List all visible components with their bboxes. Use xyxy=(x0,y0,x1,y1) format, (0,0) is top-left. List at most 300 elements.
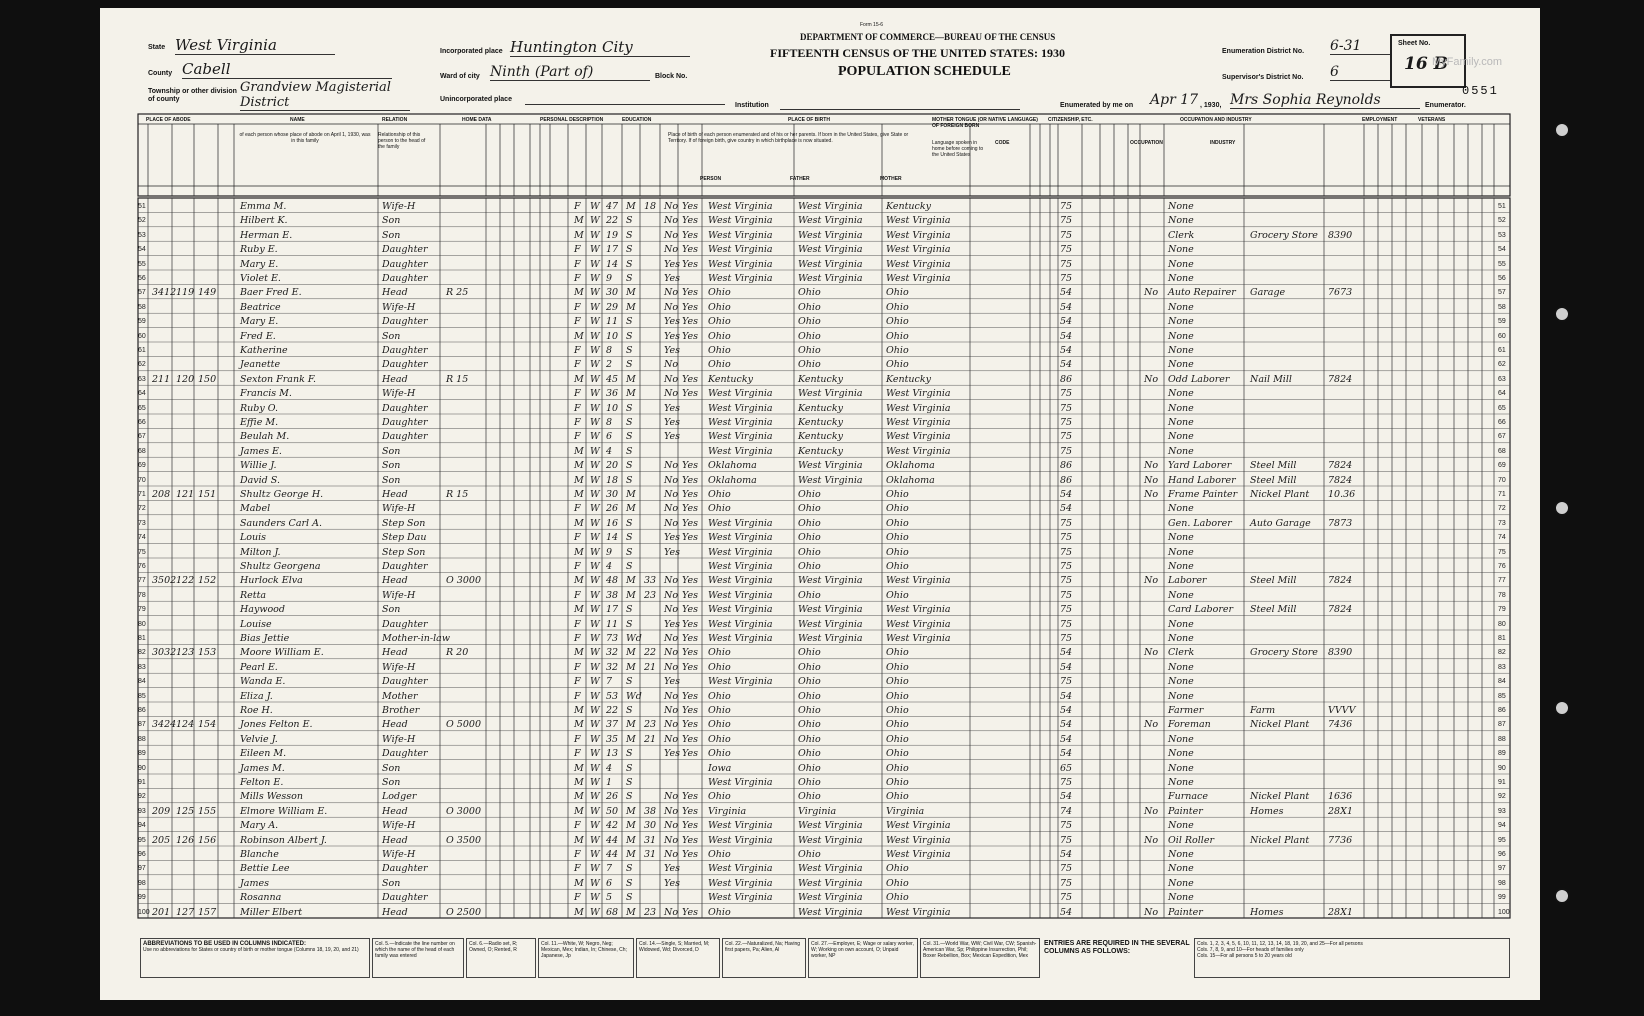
row-number-left: 88 xyxy=(138,735,146,743)
cell-relation: Lodger xyxy=(382,791,417,803)
cell-vet: No xyxy=(1144,489,1159,500)
cell-father: Ohio xyxy=(798,532,821,544)
cell-birth: Ohio xyxy=(708,287,731,299)
cell-home: O 2500 xyxy=(446,906,481,918)
cell-race: W xyxy=(590,201,600,212)
cell-ageMarried xyxy=(644,402,662,416)
cell-code: 75 xyxy=(1060,575,1073,587)
cell-race: W xyxy=(590,777,600,788)
cell-occupation: None xyxy=(1168,359,1194,371)
cell-occupation: Oil Roller xyxy=(1168,834,1214,846)
cell-industry xyxy=(1250,200,1326,214)
cell-relation: Wife-H xyxy=(382,661,416,673)
cell-occupation: None xyxy=(1168,777,1194,788)
cell-mother: Ohio xyxy=(886,561,909,572)
row-number-right: 70 xyxy=(1498,476,1506,484)
table-row xyxy=(140,373,1510,387)
cell-occCode: 28X1 xyxy=(1328,805,1353,817)
cell-family xyxy=(198,315,220,329)
cell-ageMarried xyxy=(644,445,662,459)
cell-family: 156 xyxy=(198,834,217,846)
cell-occupation: None xyxy=(1168,561,1194,572)
cell-family xyxy=(198,258,220,272)
cell-school: No xyxy=(664,791,679,803)
cell-industry xyxy=(1250,618,1326,632)
cell-age: 44 xyxy=(606,834,619,846)
cell-race: W xyxy=(590,287,600,299)
cell-dwelling: 119 xyxy=(176,287,195,299)
cell-family xyxy=(198,546,220,560)
cell-family xyxy=(198,848,220,862)
cell-occupation: None xyxy=(1168,417,1194,428)
cell-father: Ohio xyxy=(798,690,821,702)
cell-sex: F xyxy=(574,748,581,760)
cell-name: Violet E. xyxy=(240,273,281,284)
cell-vet xyxy=(1144,344,1166,358)
cell-race: W xyxy=(590,474,600,486)
row-number-left: 75 xyxy=(138,548,146,556)
col-code: CODE xyxy=(995,140,1010,146)
cell-father: Ohio xyxy=(798,489,821,500)
cell-mother: West Virginia xyxy=(886,849,951,860)
cell-vet xyxy=(1144,402,1166,416)
row-number-left: 89 xyxy=(138,750,146,758)
table-row xyxy=(140,315,1510,329)
cell-ageMarried xyxy=(644,430,662,444)
cell-code: 75 xyxy=(1060,244,1073,256)
cell-ageMarried: 23 xyxy=(644,906,657,918)
cell-home: O 3500 xyxy=(446,834,481,846)
row-number-left: 92 xyxy=(138,793,146,801)
cell-relation: Step Son xyxy=(382,517,426,529)
cell-age: 14 xyxy=(606,532,619,544)
cell-school: No xyxy=(664,373,679,385)
cell-ageMarried: 23 xyxy=(644,719,657,731)
cell-race: W xyxy=(590,460,600,472)
table-row xyxy=(140,733,1510,747)
row-number-left: 77 xyxy=(138,577,146,585)
cell-house xyxy=(152,589,174,603)
cell-dwelling xyxy=(176,589,196,603)
cell-name: Blanche xyxy=(240,849,279,860)
entries-title: ENTRIES ARE REQUIRED IN THE SEVERAL COLUMNS AS FOLLOWS: xyxy=(1044,940,1190,955)
cell-family xyxy=(198,214,220,228)
cell-vet xyxy=(1144,229,1166,243)
row-number-left: 66 xyxy=(138,419,146,426)
cell-house xyxy=(152,315,174,329)
cell-home: O 3000 xyxy=(446,805,481,817)
cell-relation: Daughter xyxy=(382,863,428,875)
cell-birth: West Virginia xyxy=(708,445,773,457)
cell-house xyxy=(152,546,174,560)
cell-code: 75 xyxy=(1060,863,1073,875)
township-label: Township or other division of county xyxy=(148,88,237,103)
enumerated-year: , 1930, xyxy=(1200,102,1222,109)
cell-age: 4 xyxy=(606,561,613,572)
cell-occCode xyxy=(1328,891,1364,905)
cell-occCode: 7824 xyxy=(1328,460,1353,472)
cell-house xyxy=(152,862,174,876)
cell-occupation: None xyxy=(1168,849,1194,860)
cell-birth: Virginia xyxy=(708,805,747,817)
cell-industry xyxy=(1250,214,1326,228)
cell-name: Mills Wesson xyxy=(240,791,303,803)
row-number-left: 70 xyxy=(138,476,146,484)
row-number-left: 59 xyxy=(138,318,146,326)
cell-name: Hurlock Elva xyxy=(240,575,303,587)
cell-occCode xyxy=(1328,315,1364,329)
cell-read: Yes xyxy=(682,388,698,400)
cell-sex: F xyxy=(574,301,581,313)
cell-relation: Daughter xyxy=(382,273,428,284)
cell-race: W xyxy=(590,820,600,832)
cell-school: Yes xyxy=(664,345,680,356)
cell-father: Kentucky xyxy=(798,431,843,443)
cell-marital: S xyxy=(626,474,633,486)
row-number-right: 58 xyxy=(1498,303,1506,311)
row-number-left: 71 xyxy=(138,491,146,498)
table-row xyxy=(140,502,1510,516)
cell-read: Yes xyxy=(682,604,698,616)
row-number-right: 73 xyxy=(1498,519,1506,527)
cell-vet: No xyxy=(1144,373,1159,385)
cell-sex: M xyxy=(574,906,584,918)
col-mother: MOTHER xyxy=(880,176,902,182)
cell-dwelling xyxy=(176,560,196,574)
cell-mother: Kentucky xyxy=(886,373,931,385)
footer-entries-title-box xyxy=(1042,938,1192,978)
row-number-left: 63 xyxy=(138,375,146,383)
cell-age: 17 xyxy=(606,604,619,616)
cell-ageMarried xyxy=(644,704,662,718)
cell-birth: Ohio xyxy=(708,719,731,731)
cell-house xyxy=(152,690,174,704)
cell-name: Mabel xyxy=(240,503,271,515)
cell-house xyxy=(152,704,174,718)
cell-industry: Steel Mill xyxy=(1250,575,1297,587)
cell-dwelling xyxy=(176,531,196,545)
cell-school: No xyxy=(664,820,679,832)
row-number-left: 79 xyxy=(138,606,146,614)
cell-ageMarried xyxy=(644,531,662,545)
cell-marital: M xyxy=(626,373,636,385)
cell-father: Ohio xyxy=(798,316,821,328)
cell-ageMarried: 21 xyxy=(644,733,657,745)
cell-industry: Steel Mill xyxy=(1250,604,1297,616)
cell-house: 201 xyxy=(152,906,171,918)
row-number-right: 97 xyxy=(1498,865,1506,873)
table-row xyxy=(140,819,1510,833)
row-number-left: 62 xyxy=(138,361,146,369)
cell-age: 18 xyxy=(606,474,619,486)
cell-vet xyxy=(1144,776,1166,790)
cell-vet xyxy=(1144,747,1166,761)
cell-read: Yes xyxy=(682,748,698,760)
cell-code: 54 xyxy=(1060,330,1073,342)
cell-father: West Virginia xyxy=(798,244,863,256)
cell-sex: F xyxy=(574,589,581,601)
cell-school: No xyxy=(664,215,679,227)
row-number-right: 93 xyxy=(1498,807,1506,815)
cell-race: W xyxy=(590,417,600,428)
cell-vet xyxy=(1144,690,1166,704)
cell-occCode xyxy=(1328,675,1364,689)
cell-occupation: Auto Repairer xyxy=(1168,287,1236,299)
cell-sex: M xyxy=(574,517,584,529)
footer-col22-text: Col. 22.—Naturalized, Na; Having first papers, Pa; Alien, Al xyxy=(725,941,801,953)
cell-ageMarried xyxy=(644,258,662,272)
cell-house xyxy=(152,416,174,430)
cell-relation: Son xyxy=(382,777,401,788)
cell-race: W xyxy=(590,604,600,616)
cell-home xyxy=(446,502,490,516)
cell-age: 50 xyxy=(606,805,619,817)
cell-age: 9 xyxy=(606,273,613,284)
cell-house xyxy=(152,301,174,315)
cell-race: W xyxy=(590,532,600,544)
cell-vet xyxy=(1144,733,1166,747)
row-number-left: 80 xyxy=(138,620,146,628)
cell-ageMarried xyxy=(644,416,662,430)
cell-home xyxy=(446,402,490,416)
cell-age: 45 xyxy=(606,373,619,385)
cell-sex: F xyxy=(574,733,581,745)
cell-family xyxy=(198,776,220,790)
cell-age: 22 xyxy=(606,705,619,716)
cell-age: 8 xyxy=(606,345,613,356)
table-row xyxy=(140,546,1510,560)
cell-mother: Ohio xyxy=(886,892,909,904)
cell-occupation: Furnace xyxy=(1168,791,1208,803)
cell-code: 86 xyxy=(1060,373,1073,385)
cell-race: W xyxy=(590,316,600,328)
cell-mother: West Virginia xyxy=(886,402,951,414)
cell-occCode xyxy=(1328,430,1364,444)
township-value: Grandview Magisterial District xyxy=(240,80,410,111)
row-number-right: 60 xyxy=(1498,332,1506,340)
cell-race: W xyxy=(590,373,600,385)
cell-code: 75 xyxy=(1060,892,1073,904)
cell-mother: West Virginia xyxy=(886,258,951,270)
row-number-left: 86 xyxy=(138,707,146,714)
cell-industry xyxy=(1250,661,1326,675)
cell-birth: West Virginia xyxy=(708,532,773,544)
cell-family xyxy=(198,632,220,646)
cell-mother: Ohio xyxy=(886,647,909,659)
table-row xyxy=(140,877,1510,891)
entries-a: Cols. 1, 2, 3, 4, 5, 6, 10, 11, 12, 13, 14, 18, 19, 20, and 25—For all persons xyxy=(1197,941,1363,947)
cell-birth: Ohio xyxy=(708,316,731,328)
cell-read: Yes xyxy=(682,849,698,860)
cell-sex: F xyxy=(574,345,581,356)
cell-marital: M xyxy=(626,388,636,400)
cell-sex: F xyxy=(574,316,581,328)
cell-vet xyxy=(1144,315,1166,329)
cell-father: West Virginia xyxy=(798,215,863,227)
cell-industry xyxy=(1250,690,1326,704)
block-label: Block No. xyxy=(655,73,688,80)
cell-race: W xyxy=(590,215,600,227)
cell-vet xyxy=(1144,862,1166,876)
cell-code: 54 xyxy=(1060,791,1073,803)
cell-house: 3502 xyxy=(152,575,177,587)
table-row xyxy=(140,358,1510,372)
row-number-right: 91 xyxy=(1498,779,1506,786)
cell-industry xyxy=(1250,747,1326,761)
cell-name: Roe H. xyxy=(240,705,273,716)
cell-home: R 25 xyxy=(446,287,469,299)
cell-home xyxy=(446,704,490,718)
cell-sex: F xyxy=(574,561,581,572)
cell-relation: Head xyxy=(382,373,408,385)
cell-race: W xyxy=(590,633,600,644)
cell-vet xyxy=(1144,358,1166,372)
cell-vet xyxy=(1144,387,1166,401)
cell-race: W xyxy=(590,503,600,515)
cell-race: W xyxy=(590,402,600,414)
cell-family: 151 xyxy=(198,489,217,500)
cell-ageMarried xyxy=(644,546,662,560)
cell-dwelling xyxy=(176,632,196,646)
table-row xyxy=(140,330,1510,344)
cell-race: W xyxy=(590,690,600,702)
cell-mother: West Virginia xyxy=(886,633,951,644)
table-row xyxy=(140,387,1510,401)
cell-read xyxy=(682,430,704,444)
cell-father: Ohio xyxy=(798,733,821,745)
cell-name: Pearl E. xyxy=(240,661,278,673)
cell-father: Ohio xyxy=(798,791,821,803)
cell-birth: Ohio xyxy=(708,647,731,659)
cell-vet xyxy=(1144,632,1166,646)
cell-industry: Homes xyxy=(1250,906,1284,918)
table-row xyxy=(140,258,1510,272)
row-number-left: 94 xyxy=(138,822,146,830)
cell-relation: Son xyxy=(382,460,401,472)
cell-home xyxy=(446,416,490,430)
cell-read: Yes xyxy=(682,690,698,702)
cell-father: West Virginia xyxy=(798,906,863,918)
cell-marital: S xyxy=(626,258,633,270)
row-number-left: 74 xyxy=(138,534,146,542)
cell-age: 47 xyxy=(606,201,619,212)
ward-label: Ward of city xyxy=(440,73,480,80)
cell-birth: West Virginia xyxy=(708,201,773,212)
cell-dwelling xyxy=(176,517,196,531)
cell-ageMarried xyxy=(644,560,662,574)
cell-school: No xyxy=(664,201,679,212)
cell-name: Saunders Carl A. xyxy=(240,517,322,529)
cell-father: West Virginia xyxy=(798,877,863,889)
cell-sex: F xyxy=(574,244,581,256)
cell-occupation: None xyxy=(1168,345,1194,356)
cell-age: 13 xyxy=(606,748,619,760)
cell-ageMarried: 31 xyxy=(644,834,657,846)
table-row xyxy=(140,531,1510,545)
cell-relation: Head xyxy=(382,575,408,587)
cell-marital: M xyxy=(626,647,636,659)
cell-house xyxy=(152,790,174,804)
cell-family xyxy=(198,430,220,444)
cell-school: No xyxy=(664,733,679,745)
cell-school: Yes xyxy=(664,402,680,414)
cell-relation: Head xyxy=(382,489,408,500)
cell-industry: Nickel Plant xyxy=(1250,834,1310,846)
cell-name: Retta xyxy=(240,589,267,601)
cell-vet xyxy=(1144,517,1166,531)
cell-vet xyxy=(1144,661,1166,675)
cell-house xyxy=(152,848,174,862)
cell-mother: Oklahoma xyxy=(886,460,935,472)
cell-school: No xyxy=(664,661,679,673)
cell-vet xyxy=(1144,762,1166,776)
table-row xyxy=(140,704,1510,718)
cell-marital: S xyxy=(626,561,633,572)
cell-relation: Daughter xyxy=(382,359,428,371)
cell-birth: West Virginia xyxy=(708,604,773,616)
cell-birth: West Virginia xyxy=(708,633,773,644)
enumerated-date: Apr 17 xyxy=(1150,92,1199,108)
cell-race: W xyxy=(590,906,600,918)
cell-mother: Virginia xyxy=(886,805,925,817)
cell-sex: F xyxy=(574,532,581,544)
cell-father: West Virginia xyxy=(798,892,863,904)
cell-industry: Farm xyxy=(1250,705,1276,716)
cell-name: Fred E. xyxy=(240,330,276,342)
row-number-right: 62 xyxy=(1498,361,1506,369)
cell-marital: M xyxy=(626,287,636,299)
cell-marital: S xyxy=(626,229,633,241)
table-row xyxy=(140,272,1510,286)
row-number-left: 57 xyxy=(138,289,146,297)
cell-occCode: 7873 xyxy=(1328,517,1353,529)
row-number-left: 99 xyxy=(138,894,146,902)
cell-occCode xyxy=(1328,301,1364,315)
cell-name: Bettie Lee xyxy=(240,863,290,875)
cell-vet xyxy=(1144,258,1166,272)
cell-occCode xyxy=(1328,776,1364,790)
cell-occCode xyxy=(1328,877,1364,891)
cell-birth: West Virginia xyxy=(708,258,773,270)
cell-dwelling xyxy=(176,243,196,257)
cell-house xyxy=(152,272,174,286)
cell-ageMarried: 38 xyxy=(644,805,657,817)
cell-dwelling xyxy=(176,301,196,315)
supervisor-value: 6 xyxy=(1330,64,1390,81)
cell-school: Yes xyxy=(664,546,680,558)
cell-age: 19 xyxy=(606,229,619,241)
cell-code: 75 xyxy=(1060,388,1073,400)
cell-sex: F xyxy=(574,690,581,702)
cell-read: Yes xyxy=(682,618,698,630)
cell-vet: No xyxy=(1144,719,1159,731)
row-number-right: 85 xyxy=(1498,692,1506,700)
cell-occCode xyxy=(1328,243,1364,257)
cell-ageMarried xyxy=(644,286,662,300)
cell-read: Yes xyxy=(682,647,698,659)
col-occupation: OCCUPATION xyxy=(1130,140,1163,146)
cell-home: O 5000 xyxy=(446,719,481,731)
cell-school: Yes xyxy=(664,676,680,688)
cell-mother: West Virginia xyxy=(886,417,951,428)
cell-marital: M xyxy=(626,719,636,731)
cell-occupation: None xyxy=(1168,215,1194,227)
cell-read xyxy=(682,344,704,358)
cell-ageMarried xyxy=(644,344,662,358)
cell-read xyxy=(682,762,704,776)
cell-vet xyxy=(1144,589,1166,603)
cell-vet xyxy=(1144,430,1166,444)
